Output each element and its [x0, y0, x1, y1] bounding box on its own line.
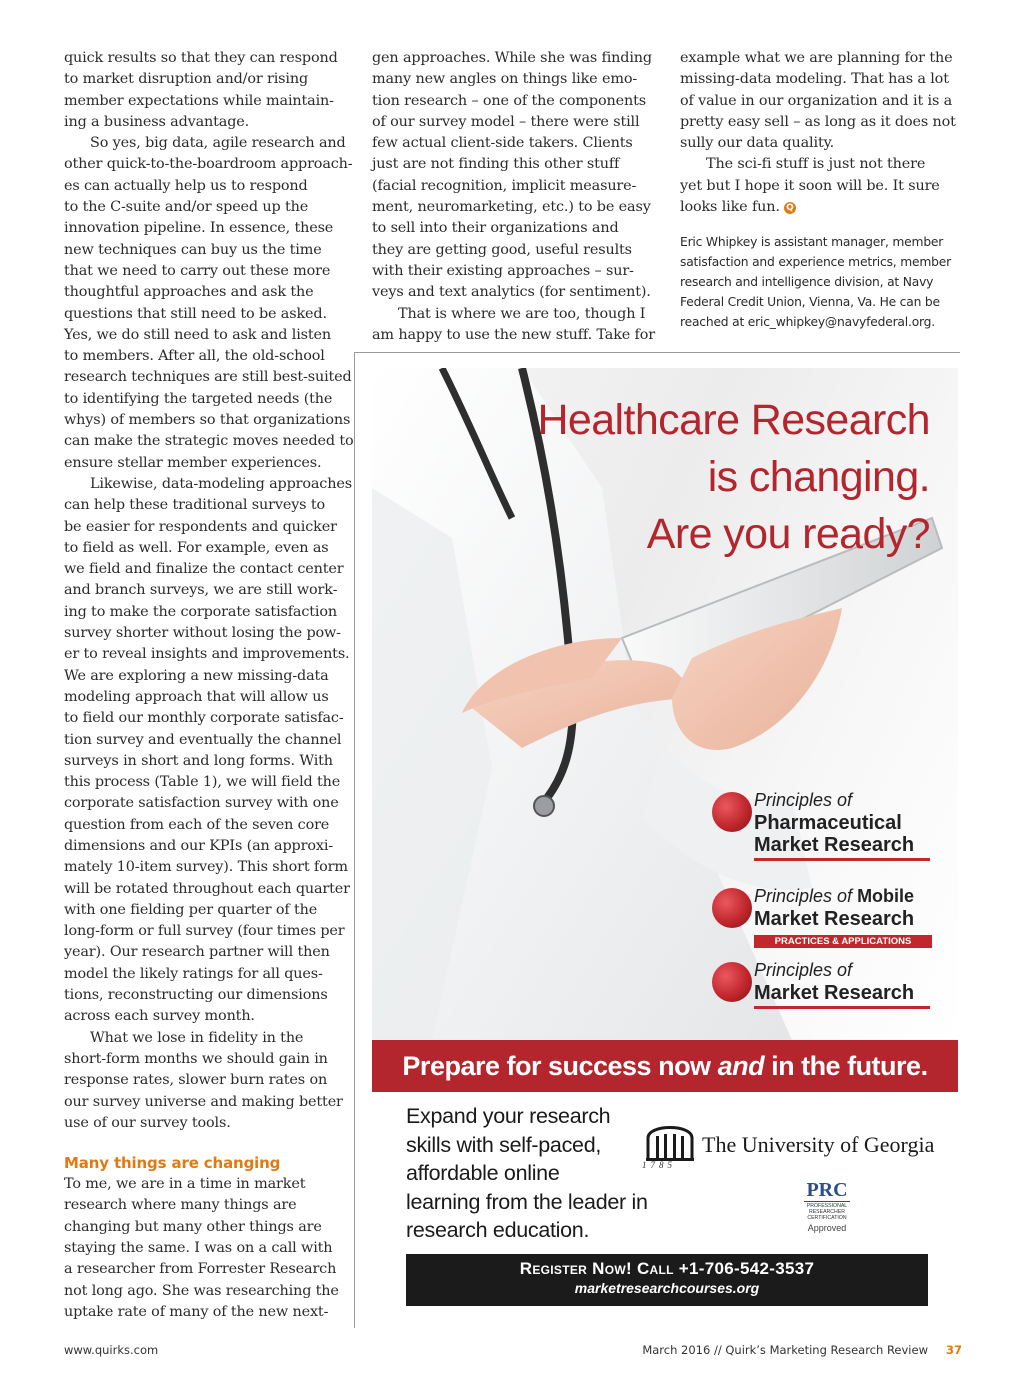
ad-body-copy — [406, 1102, 656, 1245]
bio-line: reached at eric_whipkey@navyfederal.org. — [680, 315, 935, 330]
advertisement — [372, 368, 958, 1314]
body-line: learning from the leader in — [406, 1189, 648, 1214]
text-line: thoughtful approaches and ask the — [64, 284, 314, 301]
text-line: yet but I hope it soon will be. It sure — [680, 177, 940, 194]
text-line-end: looks like fun. — [680, 199, 780, 216]
text-line: dimensions and our KPIs (an approxi- — [64, 837, 333, 854]
text-line: short-form months we should gain in — [64, 1050, 328, 1067]
cta-band — [406, 1254, 928, 1306]
text-line: tion research – one of the components — [372, 92, 646, 109]
text-line: es can actually help us to respond — [64, 177, 308, 194]
ad-headline — [537, 392, 930, 563]
text-line: er to reveal insights and improvements. — [64, 646, 350, 663]
text-line: use of our survey tools. — [64, 1114, 231, 1131]
book-title-line: Market Research — [754, 982, 915, 1004]
text-line: Likewise, data-modeling approaches — [90, 475, 352, 492]
stethoscope-head-icon — [534, 796, 554, 816]
text-line: not long ago. She was researching the — [64, 1282, 339, 1299]
col2-paragraph-1 — [372, 48, 662, 304]
body-line: research education. — [406, 1218, 590, 1242]
text-line: we field and finalize the contact center — [64, 561, 344, 578]
body-line: Expand your research — [406, 1104, 611, 1128]
text-line: The sci-fi stuff is just not there — [706, 156, 926, 173]
page-number: 37 — [945, 1343, 962, 1357]
text-line: questions that still need to be asked. — [64, 305, 327, 322]
article-column-3 — [680, 48, 970, 332]
column-divider — [354, 352, 355, 1328]
col1-paragraph-2 — [64, 133, 354, 474]
text-line: Yes, we do still need to ask and listen — [64, 326, 332, 343]
text-line: be easier for respondents and quicker — [64, 518, 337, 535]
book-tagline: PRACTICES & APPLICATIONS — [754, 935, 932, 948]
book-underline — [754, 1006, 930, 1009]
text-line: ment, neuromarketing, etc.) to be easy — [372, 199, 651, 216]
text-line: that we need to carry out these more — [64, 262, 331, 279]
end-mark-icon: Q — [784, 202, 796, 214]
text-line: a researcher from Forrester Research — [64, 1261, 337, 1278]
globe-icon — [712, 888, 752, 928]
text-line: uptake rate of many of the new next- — [64, 1303, 329, 1320]
col2-paragraph-2 — [372, 304, 662, 347]
prc-logo: PRC — [806, 1179, 848, 1201]
globe-icon — [712, 962, 752, 1002]
prc-text: RESEARCHER — [808, 1209, 846, 1215]
text-line: ing to make the corporate satisfaction — [64, 603, 337, 620]
text-line: changing but many other things are — [64, 1218, 322, 1235]
text-line: just are not finding this other stuff — [372, 156, 620, 173]
text-line: many new angles on things like emo- — [372, 71, 638, 88]
text-line: question from each of the seven core — [64, 816, 330, 833]
text-line: can help these traditional surveys to — [64, 497, 325, 514]
text-line: gen approaches. While she was finding — [372, 50, 652, 66]
text-line: across each survey month. — [64, 1008, 255, 1025]
text-line: model the likely ratings for all ques- — [64, 965, 323, 982]
text-line: of our survey model – there were still — [372, 113, 640, 130]
text-line: We are exploring a new missing-data — [64, 667, 329, 684]
tagline-part: Prepare for success now — [402, 1051, 718, 1081]
text-line: response rates, slower burn rates on — [64, 1072, 328, 1089]
book-prefix — [754, 886, 914, 907]
text-line: this process (Table 1), we will field the — [64, 774, 341, 791]
book-pharmaceutical — [712, 790, 932, 854]
bio-line: satisfaction and experience metrics, member — [680, 255, 951, 270]
text-line — [680, 197, 970, 218]
text-line: missing-data modeling. That has a lot — [680, 71, 949, 88]
article-column-2 — [372, 48, 662, 346]
text-line: example what we are planning for the — [680, 50, 953, 66]
prc-approved: Approved — [807, 1223, 847, 1233]
body-line: skills with self-paced, — [406, 1132, 602, 1157]
text-line: veys and text analytics (for sentiment). — [372, 284, 651, 301]
article-column-1 — [64, 48, 354, 1323]
col1-paragraph-4 — [64, 1028, 354, 1134]
text-line: can make the strategic moves needed to — [64, 433, 354, 450]
book-title-line: Market Research — [754, 834, 915, 856]
text-line: ensure stellar member experiences. — [64, 454, 322, 471]
text-line: of value in our organization and it is a — [680, 92, 953, 109]
text-line: to field as well. For example, even as — [64, 539, 329, 556]
author-bio — [680, 232, 970, 332]
bio-line: Federal Credit Union, Vienna, Va. He can be — [680, 295, 940, 310]
text-line: ing a business advantage. — [64, 113, 250, 130]
text-line: and branch surveys, we are still work- — [64, 582, 338, 599]
tagline-emphasis: and — [717, 1051, 765, 1081]
text-line: with their existing approaches – sur- — [372, 262, 634, 279]
prc-divider — [804, 1201, 850, 1202]
text-line: long-form or full survey (four times per — [64, 923, 345, 940]
text-line: whys) of members so that organizations — [64, 412, 351, 429]
text-line: That is where we are too, though I — [398, 305, 646, 322]
prc-text: CERTIFICATION — [807, 1215, 847, 1221]
text-line: tion survey and eventually the channel — [64, 731, 342, 748]
col1-paragraph-1 — [64, 48, 354, 133]
cta-url[interactable]: marketresearchcourses.org — [574, 1280, 760, 1296]
text-line: with one fielding per quarter of the — [64, 901, 318, 918]
tagline-part: in the future. — [764, 1051, 928, 1081]
text-line: (facial recognition, implicit measure- — [372, 177, 637, 194]
arch-icon — [644, 1116, 696, 1162]
text-line: to field our monthly corporate satisfac- — [64, 710, 344, 727]
text-line: tions, reconstructing our dimensions — [64, 987, 328, 1004]
bio-line: research and intelligence division, at Navy — [680, 275, 934, 290]
text-line: surveys in short and long forms. With — [64, 752, 333, 769]
text-line: to market disruption and/or rising — [64, 71, 309, 88]
text-line: year). Our research partner will then — [64, 944, 330, 961]
col3-paragraph-1 — [680, 48, 970, 154]
text-line: new techniques can buy us the time — [64, 241, 322, 258]
col3-paragraph-2 — [680, 154, 970, 218]
text-line: to identifying the targeted needs (the — [64, 390, 333, 407]
text-line: will be rotated throughout each quarter — [64, 880, 350, 897]
book-underline — [754, 858, 930, 861]
text-line: quick results so that they can respond — [64, 50, 338, 66]
bio-line: Eric Whipkey is assistant manager, member — [680, 235, 944, 250]
headline-line: Healthcare Research — [537, 396, 930, 444]
text-line: they are getting good, useful results — [372, 241, 632, 258]
book-prefix: Principles of — [754, 790, 853, 810]
body-line: affordable online — [406, 1161, 560, 1185]
text-line: corporate satisfaction survey with one — [64, 795, 339, 812]
text-line: member expectations while maintain- — [64, 92, 334, 109]
text-line: pretty easy sell – as long as it does not — [680, 113, 956, 130]
section-subheading: Many things are changing — [64, 1154, 281, 1173]
prc-badge — [782, 1180, 872, 1233]
ad-tagline-band — [372, 1040, 958, 1092]
book-prefix-bold: Mobile — [857, 886, 915, 906]
uga-logo — [640, 1116, 940, 1176]
book-prefix-text: Principles of — [754, 886, 853, 906]
text-line: research where many things are — [64, 1197, 297, 1214]
footer-url[interactable]: www.quirks.com — [64, 1343, 159, 1357]
text-line: to sell into their organizations and — [372, 220, 619, 237]
text-line: sully our data quality. — [680, 135, 835, 152]
text-line: innovation pipeline. In essence, these — [64, 220, 334, 237]
text-line: few actual client-side takers. Clients — [372, 135, 633, 152]
text-line: to the C-suite and/or speed up the — [64, 199, 309, 216]
text-line: research techniques are still best-suited — [64, 369, 352, 386]
text-line: To me, we are in a time in market — [64, 1176, 306, 1193]
text-line: So yes, big data, agile research and — [90, 135, 346, 152]
col1-paragraph-5 — [64, 1174, 354, 1323]
issue-text: March 2016 // Quirk’s Marketing Research Review — [642, 1343, 928, 1357]
globe-icon — [712, 792, 752, 832]
book-market-research — [712, 960, 932, 1024]
ad-top-divider — [354, 352, 960, 353]
uga-name: The University of Georgia — [702, 1132, 935, 1157]
headline-line: Are you ready? — [646, 510, 930, 558]
uga-founding-year: 1785 — [642, 1160, 676, 1170]
text-line: staying the same. I was on a call with — [64, 1240, 333, 1257]
book-mobile — [712, 886, 932, 950]
text-line: am happy to use the new stuff. Take for — [372, 326, 655, 343]
text-line: survey shorter without losing the pow- — [64, 625, 341, 642]
book-title-line: Market Research — [754, 908, 915, 930]
footer-issue — [642, 1343, 962, 1357]
text-line: mately 10-item survey). This short form — [64, 859, 348, 876]
text-line: other quick-to-the-boardroom approach- — [64, 156, 353, 173]
text-line: our survey universe and making better — [64, 1093, 343, 1110]
text-line: What we lose in fidelity in the — [90, 1029, 304, 1046]
headline-line: is changing. — [707, 453, 930, 501]
text-line: to members. After all, the old-school — [64, 348, 325, 365]
text-line: modeling approach that will allow us — [64, 688, 329, 705]
col1-paragraph-3 — [64, 474, 354, 1028]
book-prefix: Principles of — [754, 960, 853, 980]
book-title-line: Pharmaceutical — [754, 812, 902, 834]
prc-text: PROFESSIONAL — [806, 1203, 848, 1209]
cta-phone: Register Now! Call +1-706-542-3537 — [519, 1259, 815, 1278]
